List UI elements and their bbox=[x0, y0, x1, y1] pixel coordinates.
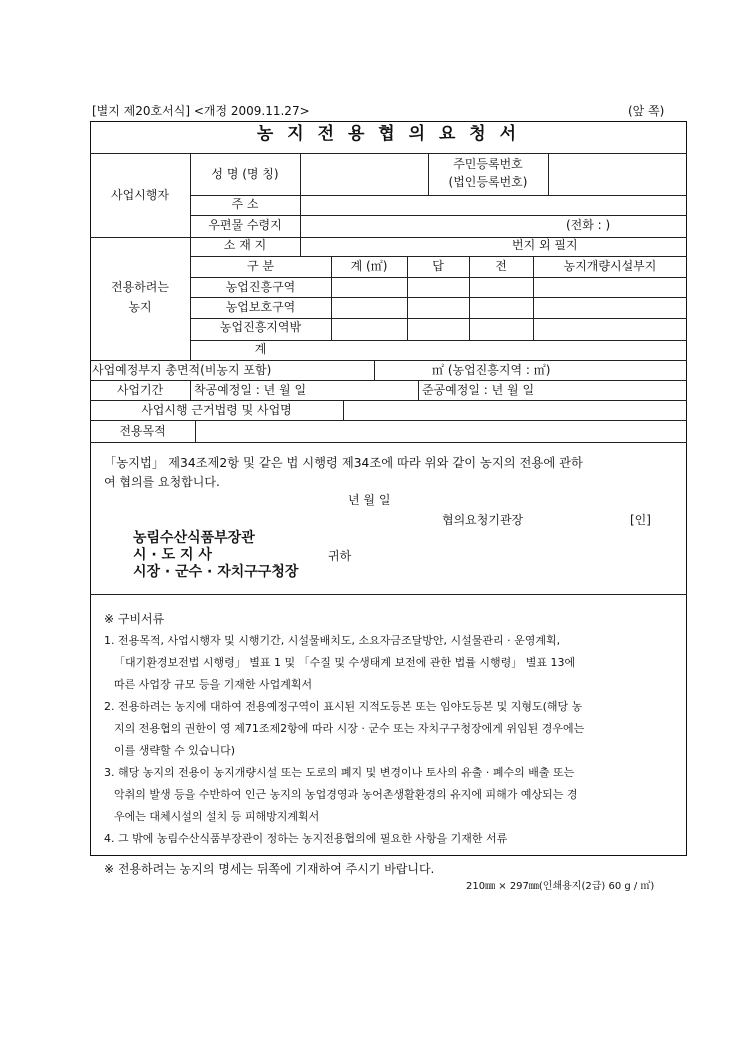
cell-outside-facility[interactable] bbox=[535, 320, 685, 339]
footer-note: ※ 전용하려는 농지의 명세는 뒤쪽에 기재하여 주시기 바랍니다. bbox=[104, 862, 435, 876]
requester-label: 협의요청기관장 bbox=[442, 513, 524, 527]
request-date: 년 월 일 bbox=[348, 493, 391, 507]
doc-line: 2. 전용하려는 농지에 대하여 전용예정구역이 표시된 지적도등본 또는 임야도등본 및 지형도(해당 농 bbox=[104, 700, 583, 713]
phone-label: (전화 : ) bbox=[566, 218, 611, 232]
cell-protection-facility[interactable] bbox=[535, 299, 685, 317]
row-promotion-zone: 농업진흥구역 bbox=[225, 280, 296, 294]
cell-outside-total[interactable] bbox=[333, 320, 405, 339]
col-total: 계 (㎡) bbox=[350, 259, 388, 273]
doc-line: 이를 생략할 수 있습니다) bbox=[114, 744, 236, 757]
cell-protection-paddy[interactable] bbox=[409, 299, 467, 317]
declaration-line-1: 「농지법」 제34조제2항 및 같은 법 시행령 제34조에 따라 위와 같이 농지의 전용에 관하 bbox=[104, 456, 583, 470]
row-sum: 계 bbox=[254, 342, 267, 356]
reg-no-label: 주민등록번호 bbox=[453, 157, 523, 171]
form-number: [별지 제20호서식] <개정 2009.11.27> bbox=[92, 104, 310, 118]
cell-protection-field[interactable] bbox=[471, 299, 531, 317]
law-label: 사업시행 근거법령 및 사업명 bbox=[141, 403, 292, 417]
address-field[interactable] bbox=[302, 197, 684, 213]
doc-line: 1. 전용목적, 사업시행자 및 시행기간, 시설물배치도, 소요자금조달방안, 시설물관리 · 운영계획, bbox=[104, 634, 561, 647]
addressee-governor: 시 · 도 지 사 bbox=[133, 547, 212, 563]
location-field[interactable] bbox=[302, 239, 512, 254]
doc-line: 4. 그 밖에 농림수산식품부장관이 정하는 농지전용협의에 필요한 사항을 기재한 서류 bbox=[104, 832, 508, 845]
doc-line: 「대기환경보전법 시행령」 별표 1 및 「수질 및 수생태계 보전에 관한 법률 시행령」 별표 13에 bbox=[114, 656, 576, 669]
paper-spec: 210㎜ × 297㎜(인쇄용지(2급) 60 g / ㎡) bbox=[466, 881, 655, 892]
doc-line: 지의 전용협의 권한이 영 제71조제2항에 따라 시장 · 군수 또는 자치구구청장에게 위임된 경우에는 bbox=[114, 722, 585, 735]
cell-promotion-paddy[interactable] bbox=[409, 279, 467, 296]
cell-outside-paddy[interactable] bbox=[409, 320, 467, 339]
declaration-line-2: 여 협의를 요청합니다. bbox=[104, 475, 220, 489]
row-protection-zone: 농업보호구역 bbox=[225, 300, 296, 314]
start-date-field[interactable]: 착공예정일 : 년 월 일 bbox=[194, 383, 307, 397]
honorific: 귀하 bbox=[328, 549, 352, 563]
doc-line: 3. 해당 농지의 전용이 농지개량시설 또는 도로의 폐지 및 변경이나 토사의 유출 · 폐수의 배출 또는 bbox=[104, 766, 575, 779]
address-label: 주 소 bbox=[231, 197, 259, 211]
total-area-field[interactable] bbox=[376, 362, 426, 378]
operator-label: 사업시행자 bbox=[111, 188, 169, 202]
total-area-unit: ㎡ (농업진흥지역 : ㎡) bbox=[432, 363, 551, 377]
cell-promotion-total[interactable] bbox=[333, 279, 405, 296]
cell-promotion-field[interactable] bbox=[471, 279, 531, 296]
location-label: 소 재 지 bbox=[223, 238, 267, 252]
cell-protection-total[interactable] bbox=[333, 299, 405, 317]
law-field[interactable] bbox=[345, 402, 685, 418]
period-label: 사업기간 bbox=[116, 383, 164, 397]
land-label-2: 농지 bbox=[128, 300, 152, 314]
reg-no-field[interactable] bbox=[550, 156, 684, 192]
cell-promotion-facility[interactable] bbox=[535, 279, 685, 296]
name-label: 성 명 (명 칭) bbox=[211, 167, 279, 181]
col-facility: 농지개량시설부지 bbox=[563, 259, 657, 273]
doc-line: 우에는 대체시설의 설치 등 피해방지계획서 bbox=[114, 810, 320, 823]
end-date-field[interactable]: 준공예정일 : 년 월 일 bbox=[422, 383, 535, 397]
page-title: 농 지 전 용 협 의 요 청 서 bbox=[256, 124, 521, 144]
addressee-mayor: 시장 · 군수 · 자치구구청장 bbox=[133, 564, 299, 580]
seal-mark: [인] bbox=[630, 513, 651, 527]
col-paddy: 답 bbox=[432, 259, 444, 273]
col-field: 전 bbox=[495, 259, 507, 273]
purpose-field[interactable] bbox=[197, 422, 685, 440]
addressee-minister: 농림수산식품부장관 bbox=[133, 530, 255, 546]
doc-line: 따른 사업장 규모 등을 기재한 사업계획서 bbox=[114, 678, 313, 691]
purpose-label: 전용목적 bbox=[119, 424, 166, 438]
mail-address-label: 우편물 수령지 bbox=[208, 218, 282, 232]
total-area-label: 사업예정부지 총면적(비농지 포함) bbox=[92, 363, 272, 377]
required-docs-title: ※ 구비서류 bbox=[104, 612, 165, 626]
doc-line: 악취의 발생 등을 수반하여 인근 농지의 농업경영과 농어촌생활환경의 유지에 피해가 예상되는 경 bbox=[114, 788, 578, 801]
land-label-1: 전용하려는 bbox=[111, 280, 169, 294]
mail-address-field[interactable] bbox=[302, 217, 562, 235]
cell-outside-field[interactable] bbox=[471, 320, 531, 339]
row-outside-zone: 농업진흥지역밖 bbox=[219, 320, 302, 334]
corp-reg-no-label: (법인등록번호) bbox=[448, 175, 528, 189]
lot-count-label: 번지 외 필지 bbox=[512, 238, 578, 252]
name-field[interactable] bbox=[302, 156, 426, 192]
cell-sum[interactable] bbox=[333, 342, 685, 359]
page-side: (앞 쪽) bbox=[628, 104, 665, 118]
col-category: 구 분 bbox=[247, 259, 274, 273]
